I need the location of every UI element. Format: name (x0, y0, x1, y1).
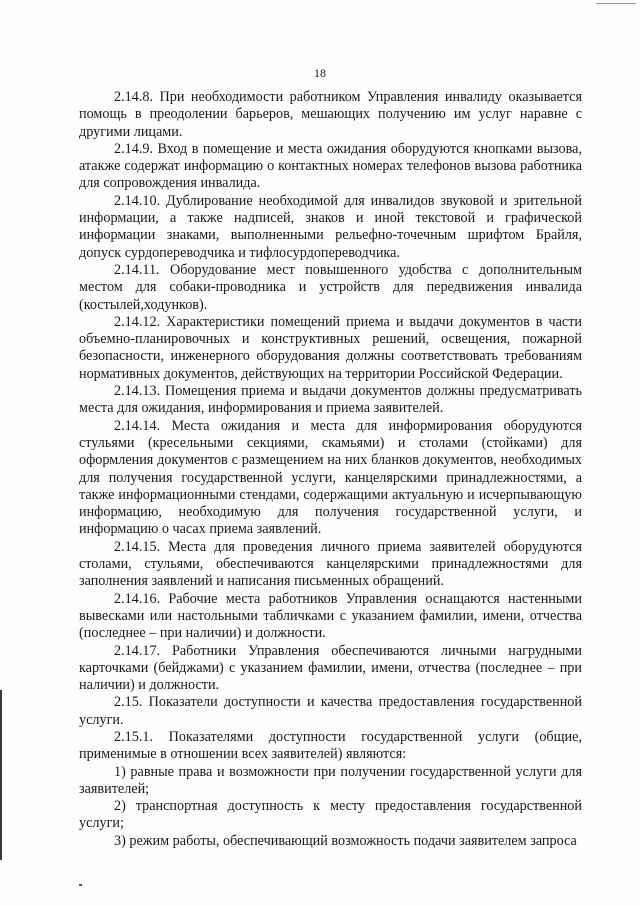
list-item-3: 3) режим работы, обеспечивающий возможность подачи заявителем запроса (114, 832, 577, 849)
scan-artifact-speck (79, 884, 82, 886)
paragraph-2-14-9: 2.14.9. Вход в помещение и места ожидания оборудуются кнопками вызова, атакже содержат информацию о контактных номерах телефонов вызова работника для сопровождения инвалида. (79, 140, 582, 192)
scan-artifact-top (596, 3, 636, 4)
paragraph-2-14-16: 2.14.16. Рабочие места работников Управления оснащаются настенными вывесками или настольными табличками с указанием фамилии, имени, отчества (последнее – при наличии) и должности. (79, 590, 582, 642)
page-number: 18 (314, 66, 326, 80)
document-body (79, 89, 582, 850)
paragraph-2-15-1: 2.15.1. Показателями доступности государственной услуги (общие, применимые в отношении всех заявителей) являются: (79, 728, 582, 763)
paragraph-2-14-8: 2.14.8. При необходимости работником Управления инвалиду оказывается помощь в преодолении барьеров, мешающих получению им услуг наравне с другими лицами. (79, 89, 582, 140)
scan-artifact-left-edge (0, 690, 2, 860)
paragraph-2-14-17: 2.14.17. Работники Управления обеспечиваются личными нагрудными карточками (бейджами) с указанием фамилии, имени, отчества (последнее – при наличии) и должности. (79, 642, 582, 694)
paragraph-2-15: 2.15. Показатели доступности и качества предоставления государственной услуги. (79, 694, 582, 728)
paragraph-2-14-15: 2.14.15. Места для проведения личного приема заявителей оборудуются столами, стульями, обеспечиваются канцелярскими принадлежностями для заполнения заявлений и написания письменных обращений. (79, 538, 582, 590)
list-item-2: 2) транспортная доступность к месту предоставления государственной услуги; (79, 798, 582, 832)
paragraph-2-14-14: 2.14.14. Места ожидания и места для информирования оборудуются стульями (кресельными секциями, скамьями) и столами (стойками) для оформления документов с размещением на них бланков документов, необходимых для получения государственной услуги, канцелярскими принадлежностями, а также информационными стендами, содержащими актуальную и исчерпывающую информацию, необходимую для получения государственной услуги, и информацию о часах приема заявлений. (79, 417, 582, 538)
paragraph-2-14-13: 2.14.13. Помещения приема и выдачи документов должны предусматривать места для ожидания, информирования и приема заявителей. (79, 383, 582, 417)
paragraph-2-14-10: 2.14.10. Дублирование необходимой для инвалидов звуковой и зрительной информации, а также надписей, знаков и иной текстовой и графической информации знаками, выполненными рельефно-точечным шрифтом Брайля, допуск сурдопереводчика и тифлосурдопереводчика. (79, 192, 582, 261)
paragraph-2-14-12: 2.14.12. Характеристики помещений приема и выдачи документов в части объемно-планировочных и конструктивных решений, освещения, пожарной безопасности, инженерного оборудования должны соответствовать требованиям нормативных документов, действующих на территории Российской Федерации. (79, 313, 582, 382)
list-item-1: 1) равные права и возможности при получении государственной услуги для заявителей; (79, 763, 582, 797)
paragraph-2-14-11: 2.14.11. Оборудование мест повышенного удобства с дополнительным местом для собаки-проводника и устройств для передвижения инвалида (костылей,ходунков). (79, 261, 582, 313)
